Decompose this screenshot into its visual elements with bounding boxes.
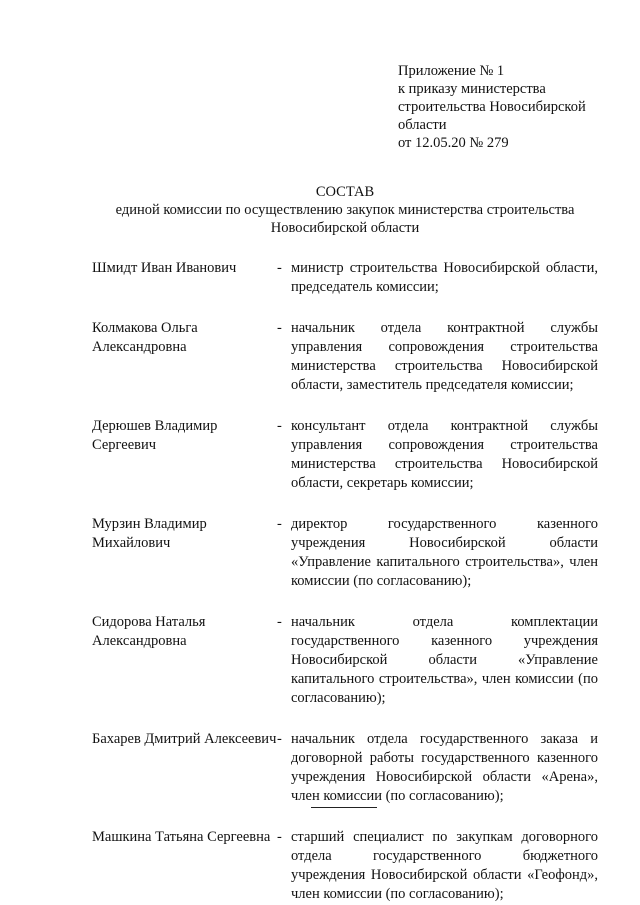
title-subtitle-line2: Новосибирской области — [270, 220, 420, 236]
member-row — [92, 515, 602, 591]
member-dash: - — [277, 418, 282, 434]
member-role: директор государственного казенного учреждения Новосибирской области «Управление капитального строительства», член комиссии (по согласованию); — [291, 516, 598, 589]
member-dash: - — [277, 320, 282, 336]
member-row — [92, 417, 602, 493]
title-subtitle-line1: единой комиссии по осуществлению закупок министерства строительства — [115, 202, 575, 218]
member-dash: - — [277, 731, 282, 747]
member-role: начальник отдела государственного заказа и договорной работы государственного казенного учреждения Новосибирской области «Арена», член комиссии (по согласованию); — [291, 731, 598, 804]
appendix-date-number: от 12.05.20 № 279 — [398, 135, 509, 151]
footer-divider-line — [311, 807, 377, 808]
member-name: Сидорова Наталья Александровна — [92, 614, 206, 649]
appendix-order-ref: к приказу министерства — [398, 81, 546, 97]
member-row — [92, 319, 602, 395]
member-name: Дерюшев Владимир Сергеевич — [92, 418, 218, 453]
member-dash: - — [277, 260, 282, 276]
member-row — [92, 828, 602, 904]
member-role: министр строительства Новосибирской области, председатель комиссии; — [291, 260, 598, 295]
member-name: Мурзин Владимир Михайлович — [92, 516, 207, 551]
member-row — [92, 730, 602, 806]
member-name: Бахарев Дмитрий Алексеевич — [92, 731, 277, 747]
member-dash: - — [277, 829, 282, 845]
member-row — [92, 613, 602, 708]
member-dash: - — [277, 516, 282, 532]
member-role: консультант отдела контрактной службы управления сопровождения строительства министерства строительства Новосибирской области, секретарь комиссии; — [291, 418, 598, 491]
document-title — [0, 183, 640, 237]
member-name: Машкина Татьяна Сергеевна — [92, 829, 271, 845]
title-heading: СОСТАВ — [315, 184, 375, 200]
member-role: начальник отдела комплектации государственного казенного учреждения Новосибирской области «Управление капитального строительства», член комиссии (по согласованию); — [291, 614, 598, 706]
member-role: старший специалист по закупкам договорного отдела государственного бюджетного учреждения Новосибирской области «Геофонд», член комиссии (по согласованию); — [291, 829, 598, 902]
member-row — [92, 259, 602, 297]
member-name: Колмакова Ольга Александровна — [92, 320, 198, 355]
member-role: начальник отдела контрактной службы управления сопровождения строительства министерства строительства Новосибирской области, заместитель председателя комиссии; — [291, 320, 598, 393]
member-dash: - — [277, 614, 282, 630]
member-name: Шмидт Иван Иванович — [92, 260, 237, 276]
appendix-region: области — [398, 117, 447, 133]
appendix-ministry: строительства Новосибирской — [398, 99, 586, 115]
appendix-number: Приложение № 1 — [398, 63, 505, 79]
appendix-header — [398, 62, 613, 152]
